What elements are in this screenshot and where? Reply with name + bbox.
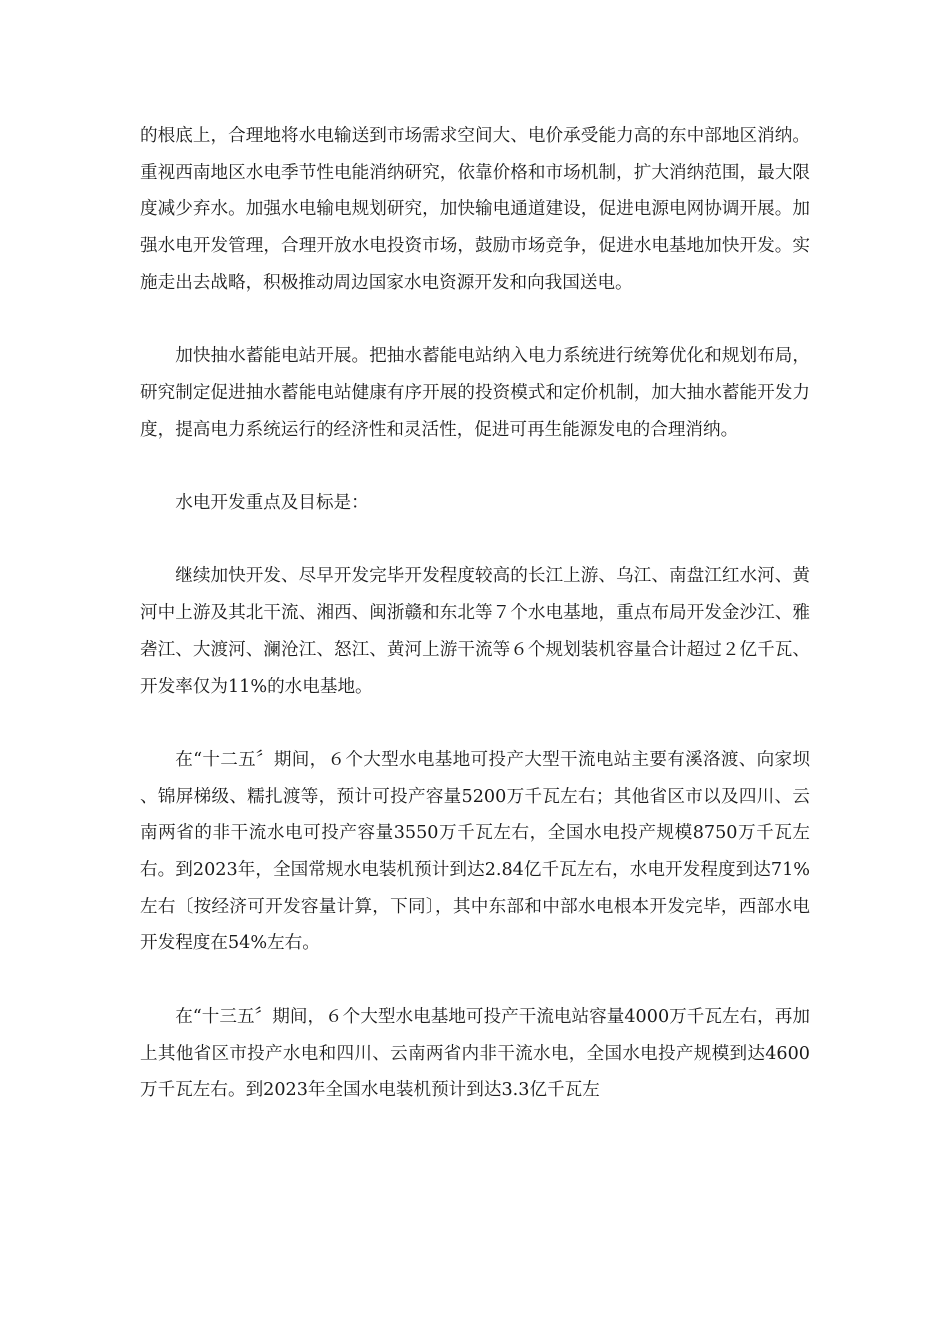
paragraph-continued-hydropower-delivery: 的根底上，合理地将水电输送到市场需求空间大、电价承受能力高的东中部地区消纳。重视西南地区水电季节性电能消纳研究，依靠价格和市场机制，扩大消纳范围，最大限度减少弃水。加强水电输电规划研究，加快输电通道建设，促进电源电网协调开展。加强水电开发管理，合理开放水电投资市场，鼓励市场竞争，促进水电基地加快开发。实施走出去战略，积极推动周边国家水电资源开发和向我国送电。: [140, 126, 810, 293]
paragraph-hydropower-bases: 继续加快开发、尽早开发完毕开发程度较高的长江上游、乌江、南盘江红水河、黄河中上游及其北干流、湘西、闽浙赣和东北等７个水电基地，重点布局开发金沙江、雅砻江、大渡河、澜沧江、怒江、黄河上游干流等６个规划装机容量合计超过２亿千瓦、开发率仅为11%的水电基地。: [140, 566, 810, 697]
paragraph-twelfth-five-year-plan: 在“十二五〞期间，６个大型水电基地可投产大型干流电站主要有溪洛渡、向家坝、锦屏梯级、糯扎渡等，预计可投产容量5200万千瓦左右；其他省区市以及四川、云南两省的非干流水电可投产容量3550万千瓦左右，全国水电投产规模8750万千瓦左右。到2023年，全国常规水电装机预计到达2.84亿千瓦左右，水电开发程度到达71%左右〔按经济可开发容量计算，下同〕，其中东部和中部水电根本开发完毕，西部水电开发程度在54%左右。: [140, 749, 810, 954]
paragraph-pumped-storage: 加快抽水蓄能电站开展。把抽水蓄能电站纳入电力系统进行统筹优化和规划布局，研究制定促进抽水蓄能电站健康有序开展的投资模式和定价机制，加大抽水蓄能开发力度，提高电力系统运行的经济性和灵活性，促进可再生能源发电的合理消纳。: [140, 346, 810, 440]
document-body: [140, 118, 810, 1109]
paragraph-thirteenth-five-year-plan: 在“十三五〞期间，６个大型水电基地可投产干流电站容量4000万千瓦左右，再加上其他省区市投产水电和四川、云南两省内非干流水电，全国水电投产规模到达4600万千瓦左右。到2023年全国水电装机预计到达3.3亿千瓦左: [140, 1006, 810, 1101]
paragraph-development-focus-heading: 水电开发重点及目标是：: [175, 493, 369, 513]
